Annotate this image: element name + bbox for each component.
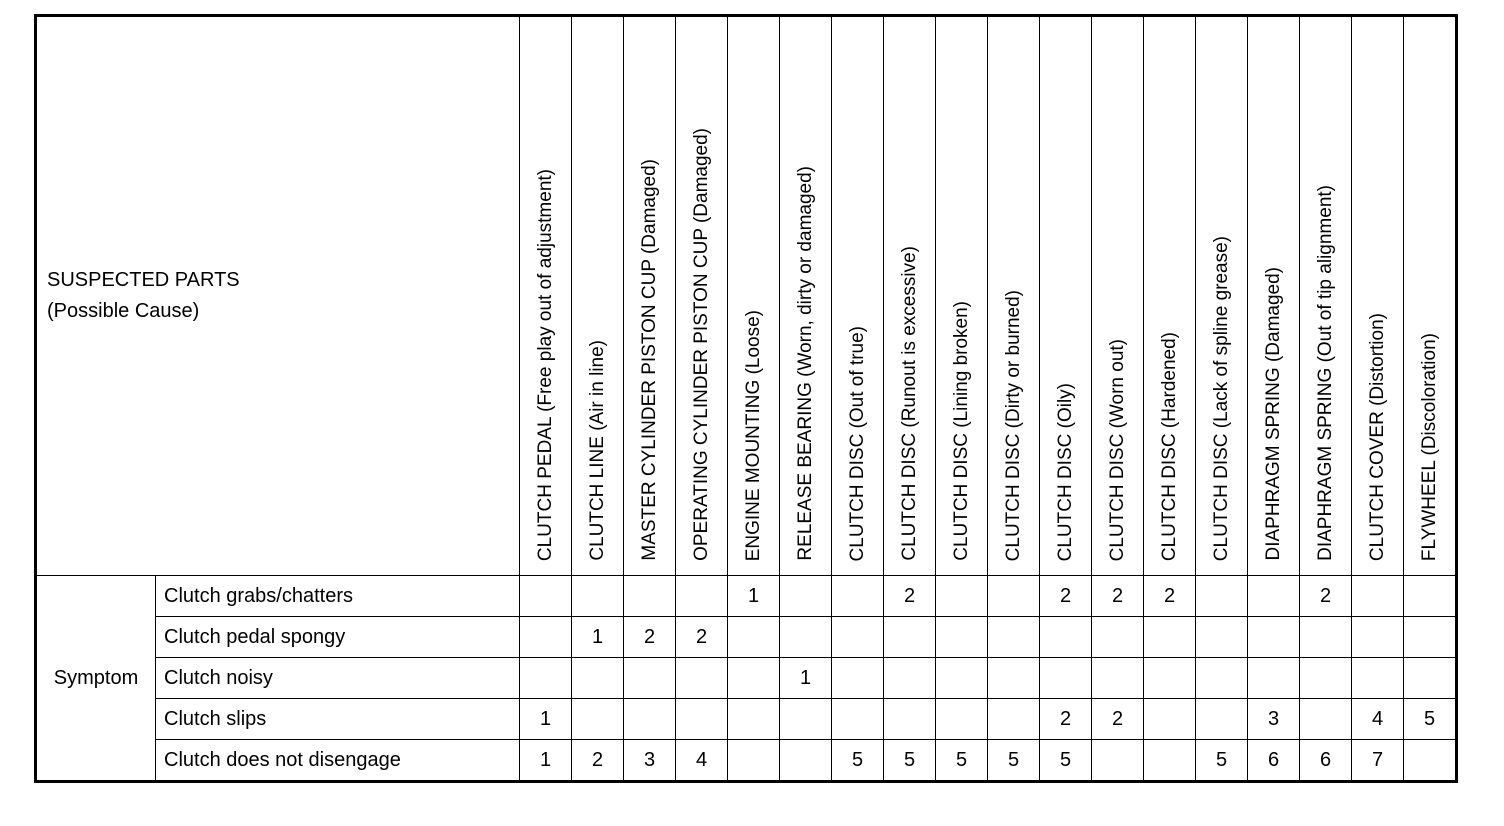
column-header-label: DIAPHRAGM SPRING (Out of tip alignment) (1314, 185, 1336, 561)
table-cell (780, 576, 832, 617)
column-header-label: CLUTCH DISC (Worn out) (1106, 338, 1128, 561)
symptom-row-label: Clutch grabs/chatters (156, 576, 520, 617)
table-cell (1144, 617, 1196, 658)
column-header-label: CLUTCH DISC (Lining broken) (950, 301, 972, 561)
symptom-label: Symptom (36, 576, 156, 782)
table-cell (1248, 617, 1300, 658)
column-header (1300, 16, 1352, 576)
suspected-parts-header (36, 16, 520, 576)
table-cell (1404, 740, 1457, 782)
table-cell (1196, 576, 1248, 617)
table-cell: 5 (1404, 699, 1457, 740)
table-cell: 2 (1040, 576, 1092, 617)
table-cell (1404, 617, 1457, 658)
table-cell (624, 658, 676, 699)
table-cell (572, 576, 624, 617)
table-row (36, 699, 1457, 740)
troubleshooting-table (34, 14, 1458, 783)
table-cell (520, 617, 572, 658)
table-cell (520, 658, 572, 699)
table-cell (676, 658, 728, 699)
column-header (572, 16, 624, 576)
suspected-parts-title: SUSPECTED PARTS (47, 269, 240, 291)
table-cell (1092, 658, 1144, 699)
symptom-row-label: Clutch noisy (156, 658, 520, 699)
table-cell (988, 617, 1040, 658)
table-cell (728, 617, 780, 658)
column-header (988, 16, 1040, 576)
column-header-label: CLUTCH DISC (Out of true) (846, 325, 868, 561)
table-cell: 2 (1092, 576, 1144, 617)
table-cell (1144, 740, 1196, 782)
table-cell (936, 617, 988, 658)
column-header (1092, 16, 1144, 576)
column-header (1248, 16, 1300, 576)
column-header-label: CLUTCH LINE (Air in line) (586, 340, 608, 561)
column-header (936, 16, 988, 576)
table-cell (1352, 617, 1404, 658)
table-cell (1248, 658, 1300, 699)
table-cell: 5 (936, 740, 988, 782)
table-cell: 2 (1144, 576, 1196, 617)
column-header-label: RELEASE BEARING (Worn, dirty or damaged) (794, 166, 816, 561)
table-cell: 2 (676, 617, 728, 658)
table-cell (1040, 658, 1092, 699)
table-cell: 4 (1352, 699, 1404, 740)
table-cell (624, 699, 676, 740)
table-cell: 6 (1300, 740, 1352, 782)
table-cell (1144, 699, 1196, 740)
table-cell: 1 (572, 617, 624, 658)
table-cell (988, 658, 1040, 699)
column-header (676, 16, 728, 576)
table-cell (728, 699, 780, 740)
table-cell (832, 576, 884, 617)
column-header (728, 16, 780, 576)
column-header (832, 16, 884, 576)
table-cell (1248, 576, 1300, 617)
table-cell: 5 (884, 740, 936, 782)
table-cell (832, 658, 884, 699)
table-cell (936, 576, 988, 617)
column-header (520, 16, 572, 576)
table-cell (780, 617, 832, 658)
table-cell: 1 (520, 740, 572, 782)
table-cell: 2 (1300, 576, 1352, 617)
table-cell: 2 (572, 740, 624, 782)
column-header-label: CLUTCH DISC (Hardened) (1158, 331, 1180, 561)
table-cell (832, 699, 884, 740)
table-cell: 1 (728, 576, 780, 617)
table-cell: 2 (1040, 699, 1092, 740)
column-header-label: CLUTCH COVER (Distortion) (1366, 312, 1388, 561)
symptom-row-label: Clutch pedal spongy (156, 617, 520, 658)
table-cell: 4 (676, 740, 728, 782)
possible-cause-subtitle: (Possible Cause) (47, 300, 200, 322)
table-cell (1352, 576, 1404, 617)
table-cell (936, 699, 988, 740)
column-header-label: CLUTCH DISC (Oily) (1054, 382, 1076, 561)
table-cell (1092, 617, 1144, 658)
column-header (1040, 16, 1092, 576)
column-header (1196, 16, 1248, 576)
table-cell (1300, 617, 1352, 658)
table-cell: 5 (988, 740, 1040, 782)
table-cell (676, 699, 728, 740)
table-cell (988, 699, 1040, 740)
table-cell (728, 658, 780, 699)
table-cell: 1 (780, 658, 832, 699)
table-cell (572, 658, 624, 699)
column-header (1144, 16, 1196, 576)
table-cell (1300, 699, 1352, 740)
table-cell: 7 (1352, 740, 1404, 782)
table-cell (1092, 740, 1144, 782)
table-cell (780, 740, 832, 782)
table-cell (832, 617, 884, 658)
table-cell: 5 (1196, 740, 1248, 782)
table-cell: 3 (624, 740, 676, 782)
table-cell (728, 740, 780, 782)
table-cell (884, 617, 936, 658)
column-header-label: CLUTCH PEDAL (Free play out of adjustment) (534, 168, 556, 561)
table-row (36, 617, 1457, 658)
table-cell (884, 658, 936, 699)
troubleshooting-table-container (34, 14, 1458, 783)
symptom-row-label: Clutch slips (156, 699, 520, 740)
table-cell: 1 (520, 699, 572, 740)
table-cell (1196, 658, 1248, 699)
column-header (884, 16, 936, 576)
table-cell (1352, 658, 1404, 699)
column-header-label: CLUTCH DISC (Runout is excessive) (898, 246, 920, 561)
table-cell: 3 (1248, 699, 1300, 740)
table-cell (884, 699, 936, 740)
table-cell (572, 699, 624, 740)
table-cell (1196, 699, 1248, 740)
column-header-label: FLYWHEEL (Discoloration) (1418, 332, 1440, 561)
table-row (36, 740, 1457, 782)
table-cell (1404, 576, 1457, 617)
table-cell (988, 576, 1040, 617)
table-cell (1144, 658, 1196, 699)
column-header-label: MASTER CYLINDER PISTON CUP (Damaged) (638, 159, 660, 561)
column-header (1352, 16, 1404, 576)
table-cell (1300, 658, 1352, 699)
column-header-label: CLUTCH DISC (Dirty or burned) (1002, 289, 1024, 561)
table-cell (936, 658, 988, 699)
column-header-label: ENGINE MOUNTING (Loose) (742, 309, 764, 561)
table-cell (624, 576, 676, 617)
table-cell (1404, 658, 1457, 699)
table-cell: 5 (1040, 740, 1092, 782)
symptom-row-label: Clutch does not disengage (156, 740, 520, 782)
column-header (780, 16, 832, 576)
column-header-label: OPERATING CYLINDER PISTON CUP (Damaged) (690, 128, 712, 561)
table-cell (676, 576, 728, 617)
table-cell: 2 (1092, 699, 1144, 740)
table-cell (780, 699, 832, 740)
column-header (624, 16, 676, 576)
table-cell (520, 576, 572, 617)
table-cell: 2 (624, 617, 676, 658)
header-row (36, 16, 1457, 576)
table-cell: 6 (1248, 740, 1300, 782)
table-row (36, 658, 1457, 699)
table-cell (1196, 617, 1248, 658)
table-cell: 2 (884, 576, 936, 617)
symptom-rows (36, 576, 1457, 782)
table-row (36, 576, 1457, 617)
column-header-label: DIAPHRAGM SPRING (Damaged) (1262, 267, 1284, 561)
table-cell: 5 (832, 740, 884, 782)
column-header-label: CLUTCH DISC (Lack of spline grease) (1210, 235, 1232, 561)
column-header (1404, 16, 1457, 576)
table-cell (1040, 617, 1092, 658)
